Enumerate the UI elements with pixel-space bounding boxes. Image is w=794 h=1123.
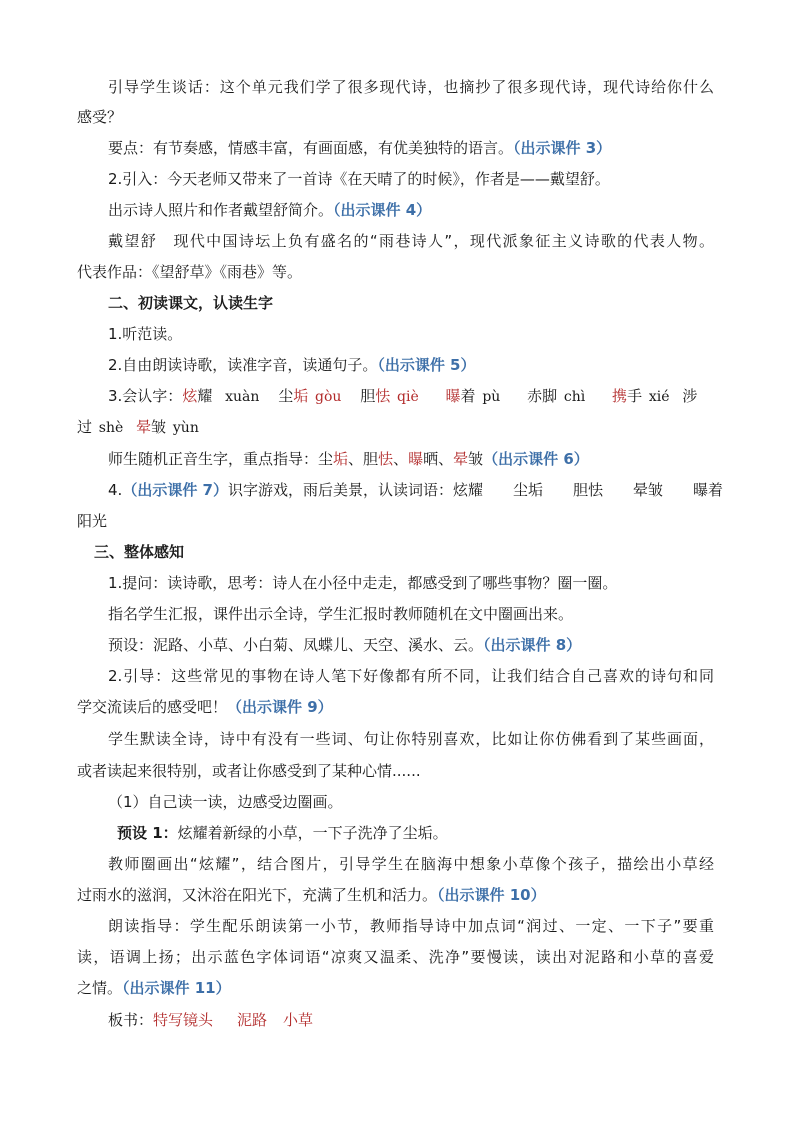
- courseware-ref: （出示课件 3）: [513, 139, 612, 157]
- paragraph-line: 感受？: [77, 108, 123, 126]
- pinyin: shè: [98, 420, 124, 436]
- vocab-line: 3.会认字：炫耀 xuàn 尘垢 gòu 胆怯 qiè 曝着 pù 赤脚 chì 携手 xié 涉: [108, 387, 698, 405]
- paragraph-line: 出示诗人照片和作者戴望舒简介。（出示课件 4）: [108, 201, 432, 219]
- courseware-ref: （出示课件 9）: [227, 698, 333, 716]
- vocab-char: 炫: [182, 387, 198, 405]
- vocab-char: 携: [612, 387, 628, 405]
- paragraph-line: 1.提问：读诗歌，思考：诗人在小径中走走，都感受到了哪些事物？圈一圈。: [108, 574, 618, 592]
- paragraph-line: 学交流读后的感受吧！（出示课件 9）: [77, 698, 333, 716]
- section-heading: 三、整体感知: [94, 543, 185, 561]
- courseware-ref: （出示课件 11）: [122, 979, 231, 997]
- paragraph-line: 2.引入：今天老师又带来了一首诗《在天晴了的时候》，作者是——戴望舒。: [108, 170, 610, 188]
- paragraph-line: 朗读指导：学生配乐朗读第一小节，教师指导诗中加点词“润过、一定、一下子”要重: [108, 917, 714, 935]
- courseware-ref: （出示课件 5）: [377, 356, 476, 374]
- pinyin: xié: [648, 389, 670, 405]
- paragraph-line: 教师圈画出“炫耀”，结合图片，引导学生在脑海中想象小草像个孩子，描绘出小草经: [108, 855, 714, 873]
- vocab-char: 垢: [293, 387, 309, 405]
- pinyin: qiè: [397, 389, 419, 405]
- section-heading: 二、初读课文，认读生字: [108, 294, 274, 312]
- vocab-line: 过 shè 晕皱 yùn: [77, 418, 199, 436]
- paragraph-line: 引导学生谈话：这个单元我们学了很多现代诗，也摘抄了很多现代诗，现代诗给你什么: [108, 78, 714, 96]
- courseware-ref: （出示课件 4）: [333, 201, 432, 219]
- paragraph-line: 学生默读全诗，诗中有没有一些词、句让你特别喜欢，比如让你仿佛看到了某些画面，: [108, 730, 714, 748]
- pinyin: yùn: [172, 420, 199, 436]
- pinyin: gòu: [315, 389, 342, 405]
- pinyin: xuàn: [225, 389, 260, 405]
- paragraph-line: 要点：有节奏感，情感丰富，有画面感，有优美独特的语言。（出示课件 3）: [108, 139, 612, 157]
- blackboard-line: 板书：特写镜头 泥路 小草: [108, 1011, 314, 1029]
- paragraph-line: 之情。（出示课件 11）: [77, 979, 231, 997]
- courseware-ref: （出示课件 6）: [483, 450, 589, 468]
- paragraph-line: 读，语调上扬；出示蓝色字体词语“凉爽又温柔、洗净”要慢读，读出对泥路和小草的喜爱: [77, 948, 714, 966]
- paragraph-line: 预设 1：炫耀着新绿的小草，一下子洗净了尘垢。: [117, 824, 448, 842]
- courseware-ref: （出示课件 10）: [437, 886, 546, 904]
- paragraph-line: 2.自由朗读诗歌，读准字音，读通句子。（出示课件 5）: [108, 356, 476, 374]
- pinyin: chì: [563, 389, 586, 405]
- paragraph-line: 阳光: [77, 512, 108, 530]
- paragraph-line: 或者读起来很特别，或者让你感受到了某种心情......: [77, 762, 421, 780]
- paragraph-line: 戴望舒 现代中国诗坛上负有盛名的“雨巷诗人”，现代派象征主义诗歌的代表人物。: [108, 232, 714, 250]
- courseware-ref: （出示课件 8）: [483, 636, 582, 654]
- pinyin: pù: [482, 389, 501, 405]
- paragraph-line: 预设：泥路、小草、小白菊、凤蝶儿、天空、溪水、云。（出示课件 8）: [108, 636, 582, 654]
- paragraph-line: 1.听范读。: [108, 325, 183, 343]
- vocab-char: 曝: [445, 387, 461, 405]
- paragraph-line: 代表作品：《望舒草》《雨巷》等。: [77, 263, 303, 281]
- courseware-ref: （出示课件 7）: [122, 481, 228, 499]
- paragraph-line: 4.（出示课件 7）识字游戏，雨后美景，认读词语：炫耀 尘垢 胆怯 晕皱 曝着: [108, 481, 723, 499]
- vocab-char: 怯: [375, 387, 391, 405]
- vocab-char: 晕: [136, 418, 152, 436]
- paragraph-line: 过雨水的滋润，又沐浴在阳光下，充满了生机和活力。（出示课件 10）: [77, 886, 546, 904]
- paragraph-line: 师生随机正音生字，重点指导：尘垢、胆怯、曝晒、晕皱（出示课件 6）: [108, 450, 589, 468]
- paragraph-line: 2.引导：这些常见的事物在诗人笔下好像都有所不同，让我们结合自己喜欢的诗句和同: [108, 667, 714, 685]
- paragraph-line: （1）自己读一读，边感受边圈画。: [108, 793, 343, 811]
- paragraph-line: 指名学生汇报，课件出示全诗，学生汇报时教师随机在文中圈画出来。: [108, 605, 574, 623]
